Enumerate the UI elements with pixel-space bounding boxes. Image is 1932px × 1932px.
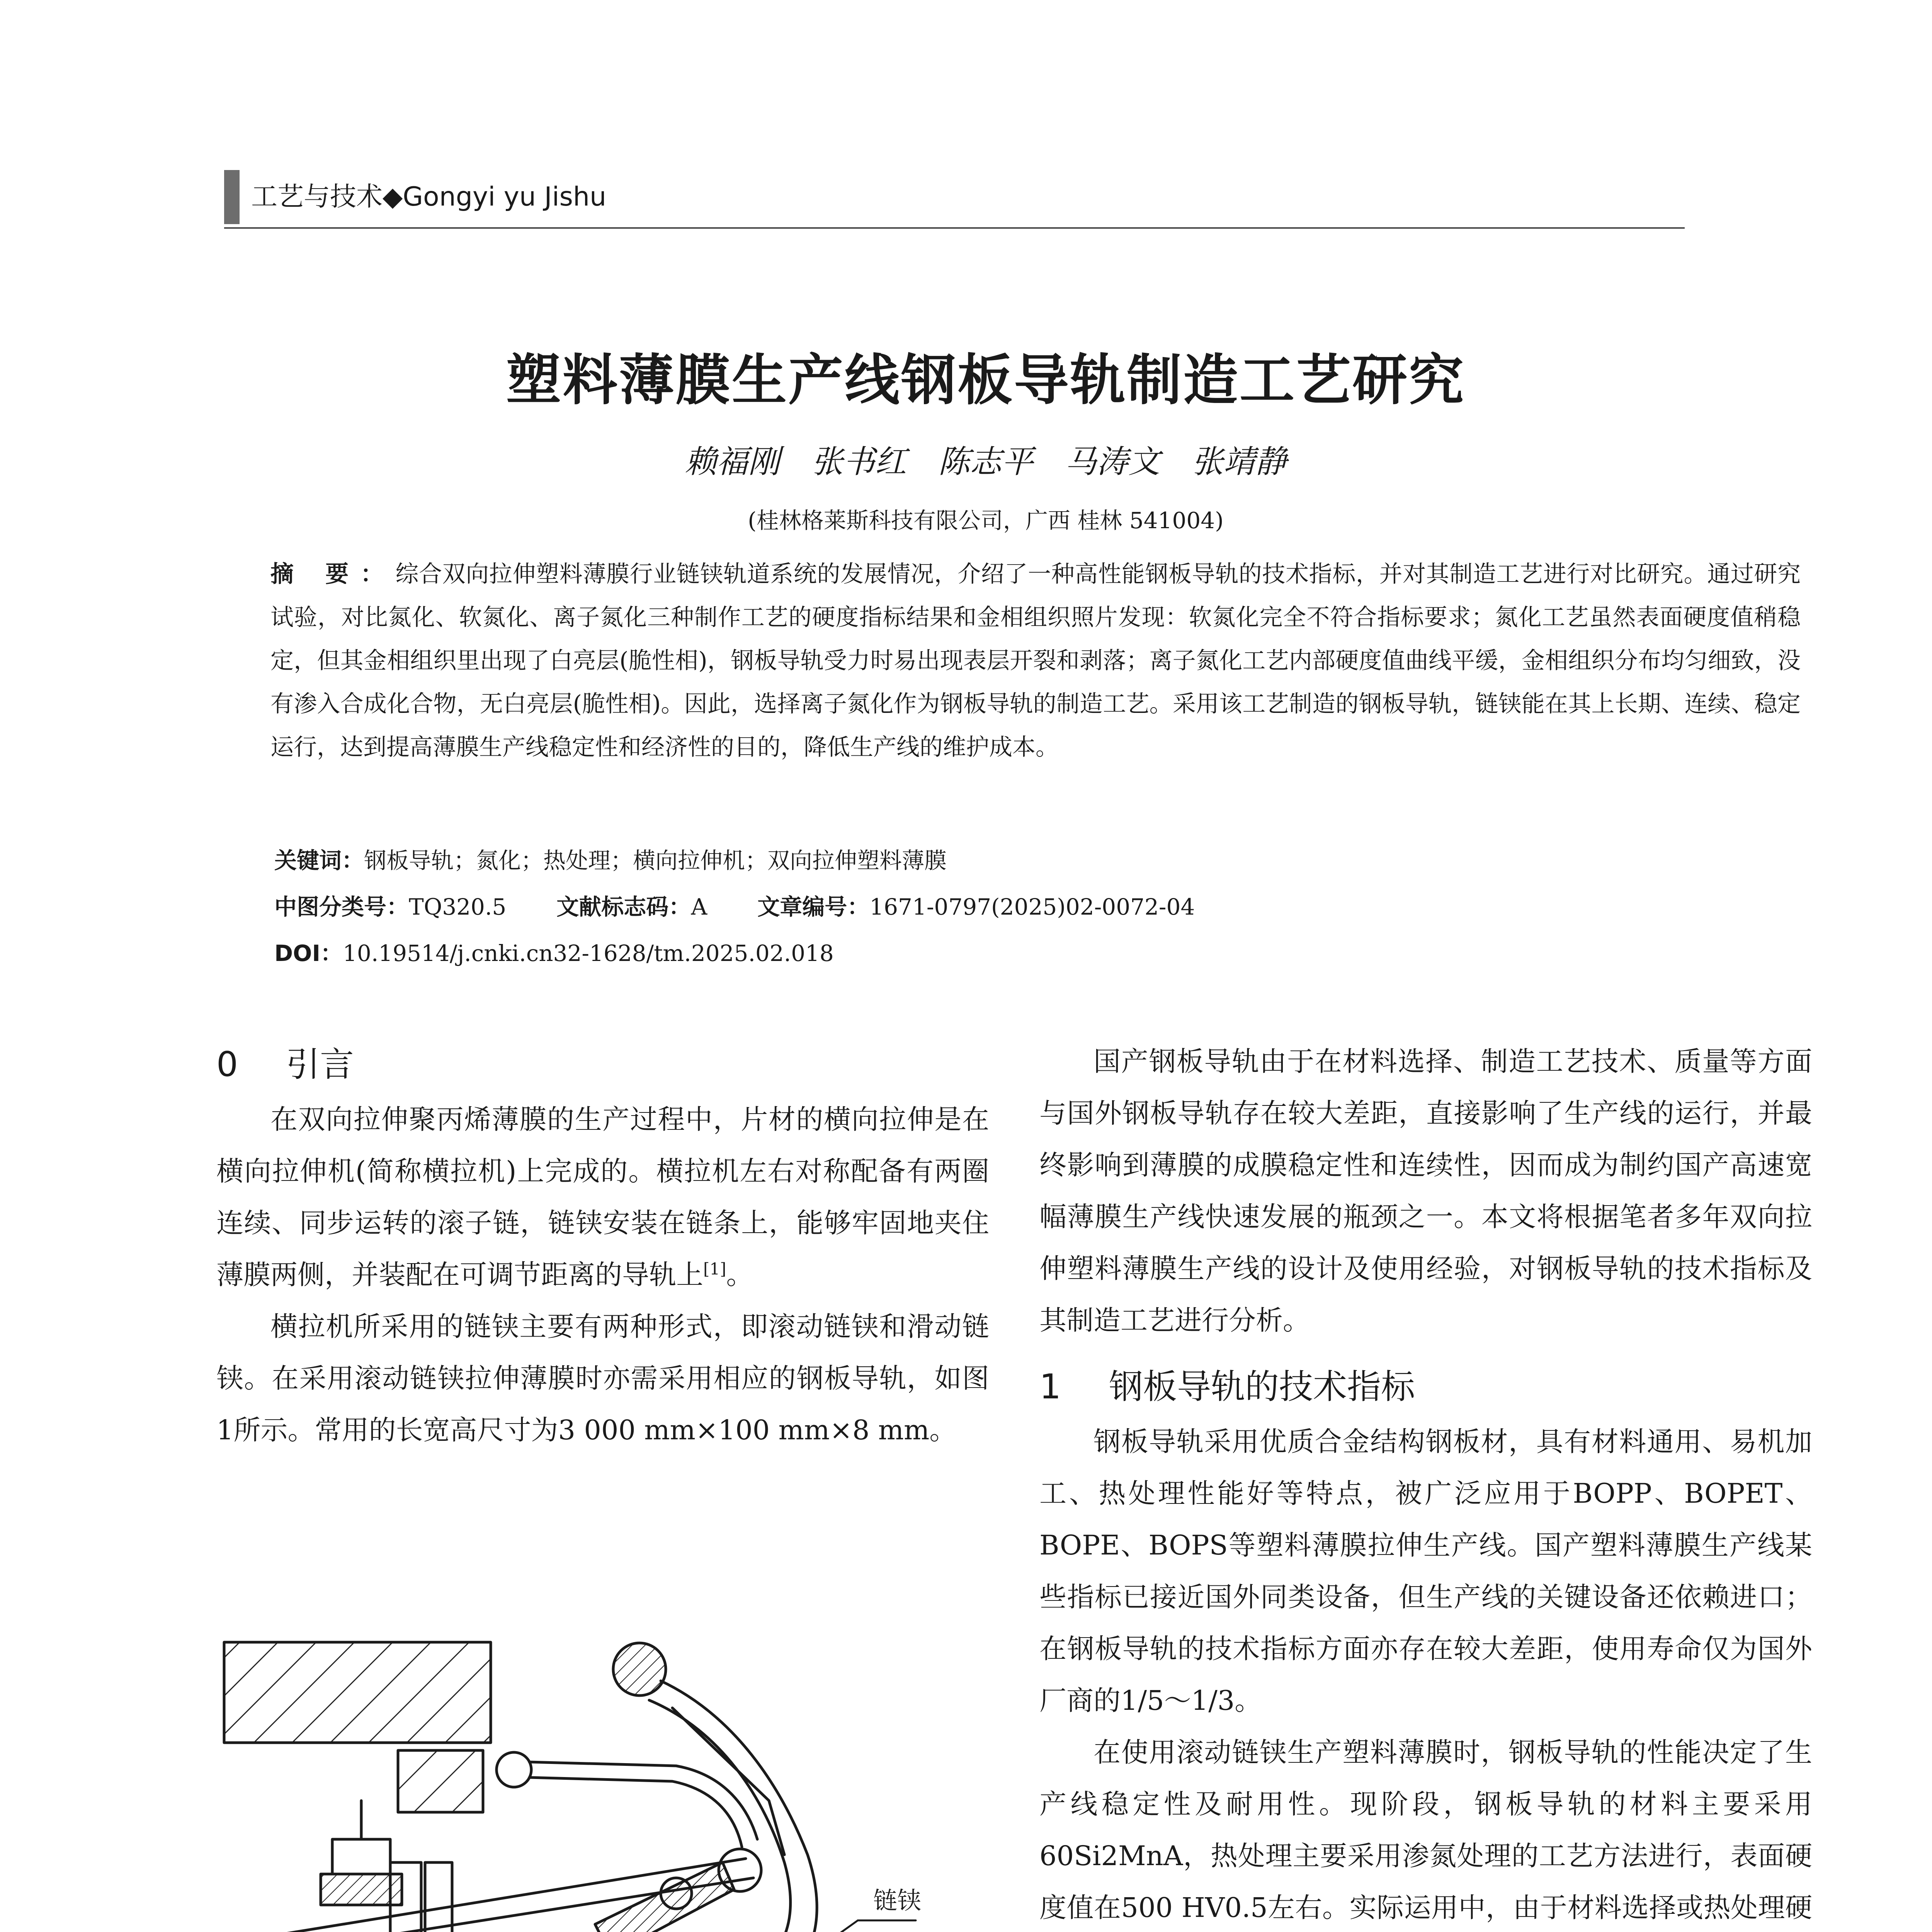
section-label: 工艺与技术◆Gongyi yu Jishu xyxy=(251,182,607,212)
citation-ref: [1] xyxy=(703,1259,726,1279)
abstract-text: 综合双向拉伸塑料薄膜行业链铗轨道系统的发展情况，介绍了一种高性能钢板导轨的技术指标，并对其制造工艺进行对比研究。通过研究试验，对比氮化、软氮化、离子氮化三种制作工艺的硬度指标结果和金相组织照片发现：软氮化完全不符合指标要求；氮化工艺虽然表面硬度值稍稳定，但其金相组织里出现了白亮层(脆性相)，钢板导轨受力时易出现表层开裂和剥落；离子氮化工艺内部硬度值曲线平缓，金相组织分布均匀细致，没有渗入合成化合物，无白亮层(脆性相)。因此，选择离子氮化作为钢板导轨的制造工艺。采用该工艺制造的钢板导轨，链铗能在其上长期、连续、稳定运行，达到提高薄膜生产线稳定性和经济性的目的，降低生产线的维护成本。 xyxy=(270,561,1801,761)
classification-line xyxy=(274,889,1195,921)
doi-line xyxy=(274,935,834,968)
doccode-label: 文献标志码： xyxy=(556,894,691,920)
section-1-title: 钢板导轨的技术指标 xyxy=(1109,1367,1415,1406)
clc-label: 中图分类号： xyxy=(274,894,409,920)
article-title: 塑料薄膜生产线钢板导轨制造工艺研究 xyxy=(506,349,1465,412)
article-authors: 赖福刚 张书红 陈志平 马涛文 张靖静 xyxy=(685,444,1287,480)
paragraph: 国产钢板导轨由于在材料选择、制造工艺技术、质量等方面与国外钢板导轨存在较大差距，直接影响了生产线的运行，并最终影响到薄膜的成膜稳定性和连续性，因而成为制约国产高速宽幅薄膜生产线快速发展的瓶颈之一。本文将根据笔者多年双向拉伸塑料薄膜生产线的设计及使用经验，对钢板导轨的技术指标及其制造工艺进行分析。 xyxy=(1039,1046,1812,1336)
paragraph: 横拉机所采用的链铗主要有两种形式，即滚动链铗和滑动链铗。在采用滚动链铗拉伸薄膜时亦需采用相应的钢板导轨，如图1所示。常用的长宽高尺寸为3 000 mm×100 mm×8 mm。 xyxy=(216,1311,989,1446)
section-marker-bar xyxy=(224,170,240,224)
paragraph: 在双向拉伸聚丙烯薄膜的生产过程中，片材的横向拉伸是在横向拉伸机(简称横拉机)上完成的。横拉机左右对称配备有两圈连续、同步运转的滚子链，链铗安装在链条上，能够牢固地夹住薄膜两侧，并装配在可调节距离的导轨上[1]。 xyxy=(216,1104,989,1291)
paragraph: 钢板导轨采用优质合金结构钢板材，具有材料通用、易机加工、热处理性能好等特点，被广泛应用于BOPP、BOPET、BOPE、BOPS等塑料薄膜拉伸生产线。国产塑料薄膜生产线某些指标已接近国外同类设备，但生产线的关键设备还依赖进口；在钢板导轨的技术指标方面亦存在较大差距，使用寿命仅为国外厂商的1/5～1/3。 xyxy=(1039,1426,1812,1716)
section-0-number: 0 xyxy=(216,1044,238,1084)
section-0-heading xyxy=(216,1036,989,1094)
paragraph: 在使用滚动链铗生产塑料薄膜时，钢板导轨的性能决定了生产线稳定性及耐用性。现阶段，钢板导轨的材料主要采用60Si2MnA，热处理主要采用渗氮处理的工艺方法进行，表面硬度值在500 HV0.5左右。实际运用中，由于材料选择或热处理硬 xyxy=(1039,1736,1812,1923)
article-no-label: 文章编号： xyxy=(757,894,870,920)
doccode: A xyxy=(691,894,707,920)
keywords-label: 关键词： xyxy=(274,847,364,874)
figure-1 xyxy=(220,1584,1101,1932)
figure-label-chain-clip: 链铗 xyxy=(873,1886,922,1915)
article-no: 1671-0797(2025)02-0072-04 xyxy=(869,894,1195,920)
clc-code: TQ320.5 xyxy=(409,894,507,920)
section-1-number: 1 xyxy=(1039,1367,1061,1406)
doi-label: DOI： xyxy=(274,940,343,966)
left-column xyxy=(216,1036,989,1456)
figure-1-drawing xyxy=(220,1584,1101,1932)
header-rule xyxy=(224,227,1685,229)
abstract xyxy=(270,553,1801,769)
abstract-label: 摘 要： xyxy=(270,561,396,588)
article-affiliation: (桂林格莱斯科技有限公司，广西 桂林 541004) xyxy=(748,507,1224,534)
doi: 10.19514/j.cnki.cn32-1628/tm.2025.02.018 xyxy=(343,940,834,966)
keywords: 钢板导轨；氮化；热处理；横向拉伸机；双向拉伸塑料薄膜 xyxy=(364,847,947,874)
section-1-heading xyxy=(1039,1358,1812,1416)
keywords-line xyxy=(274,842,947,875)
section-0-title: 引言 xyxy=(286,1044,354,1084)
right-column xyxy=(1039,1036,1812,1932)
